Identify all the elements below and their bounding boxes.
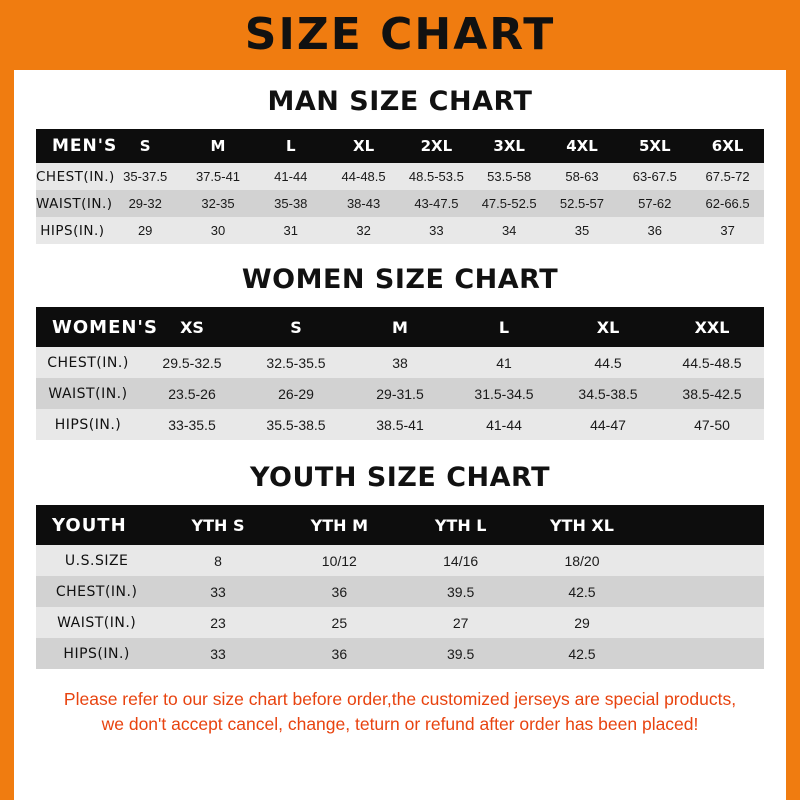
col-header-l: L (452, 307, 556, 347)
col-header-m: M (182, 129, 255, 163)
col-header-s: S (109, 129, 182, 163)
table-youth-size (36, 505, 764, 669)
col-header-5xl: 5XL (618, 129, 691, 163)
cell: 38 (392, 354, 408, 371)
table-row (36, 638, 764, 669)
cell: 42.5 (568, 583, 596, 600)
col-header-womens: WOMEN'S (36, 307, 140, 347)
col-header-l: L (254, 129, 327, 163)
table-header-row (36, 307, 764, 347)
disclaimer-line-2: we don't accept cancel, change, teturn or refund after order has been placed! (101, 714, 699, 735)
cell: 35.5-38.5 (266, 416, 326, 433)
cell: 34.5-38.5 (578, 385, 638, 402)
cell: 38.5-41 (376, 416, 424, 433)
cell: 33 (210, 583, 226, 600)
col-header-xl: XL (327, 129, 400, 163)
cell: 42.5 (568, 645, 596, 662)
cell (643, 576, 764, 607)
cell: 44-47 (590, 416, 626, 433)
cell: 29-31.5 (376, 385, 424, 402)
row-label-chest: CHEST(IN.) (47, 354, 129, 371)
table-row (36, 409, 764, 440)
col-header-m: M (348, 307, 452, 347)
cell: 39.5 (447, 583, 475, 600)
col-header-6xl: 6XL (691, 129, 764, 163)
col-header-4xl: 4XL (546, 129, 619, 163)
cell: 14/16 (443, 552, 479, 569)
cell: 36 (647, 223, 662, 238)
page-title: SIZE CHART (244, 9, 556, 60)
section-man (36, 86, 764, 244)
disclaimer-line-1: Please refer to our size chart before order,the customized jerseys are special products, (63, 689, 737, 709)
row-label-chest: CHEST(IN.) (36, 168, 115, 185)
cell: 33 (429, 223, 444, 238)
col-header-yth-l: YTH L (400, 505, 521, 545)
row-label-waist: WAIST(IN.) (48, 385, 128, 402)
cell: 38-43 (346, 196, 381, 211)
section-title-man: MAN SIZE CHART (267, 86, 533, 117)
row-label-hips: HIPS(IN.) (54, 416, 122, 433)
table-header-row (36, 129, 764, 163)
section-title-youth: YOUTH SIZE CHART (249, 462, 551, 493)
col-header-yth-xl: YTH XL (521, 505, 642, 545)
cell: 27 (452, 614, 469, 631)
cell: 33 (210, 645, 226, 662)
cell (643, 607, 764, 638)
row-label-us-size: U.S.SIZE (64, 552, 129, 569)
col-header-2xl: 2XL (400, 129, 473, 163)
chart-content (14, 86, 786, 738)
table-women-size (36, 307, 764, 440)
table-row (36, 378, 764, 409)
section-title-women: WOMEN SIZE CHART (241, 264, 559, 295)
cell: 32-35 (201, 196, 235, 211)
cell: 38.5-42.5 (682, 385, 742, 402)
cell: 36 (331, 645, 348, 662)
col-header-3xl: 3XL (473, 129, 546, 163)
table-man-head (36, 129, 764, 163)
cell: 57-62 (638, 196, 672, 211)
table-women-body (36, 347, 764, 440)
table-row (36, 163, 764, 190)
table-row (36, 576, 764, 607)
cell: 32 (356, 223, 371, 238)
cell: 63-67.5 (632, 169, 677, 184)
cell: 37 (720, 223, 735, 238)
cell: 23.5-26 (168, 385, 216, 402)
cell (643, 545, 764, 576)
table-row (36, 190, 764, 217)
cell: 44-48.5 (341, 169, 386, 184)
row-label-waist: WAIST(IN.) (57, 614, 137, 631)
cell: 35 (574, 223, 590, 238)
cell: 26-29 (278, 385, 314, 402)
cell: 53.5-58 (487, 169, 532, 184)
table-youth-head (36, 505, 764, 545)
cell: 44.5-48.5 (682, 354, 742, 371)
cell: 48.5-53.5 (408, 169, 464, 184)
cell: 32.5-35.5 (266, 354, 326, 371)
row-label-hips: HIPS(IN.) (63, 645, 130, 662)
col-header-xs: XS (140, 307, 244, 347)
cell: 52.5-57 (559, 196, 605, 211)
col-header-youth: YOUTH (36, 505, 157, 545)
cell: 29.5-32.5 (162, 354, 222, 371)
table-row (36, 217, 764, 244)
cell: 8 (214, 552, 222, 569)
cell: 41-44 (274, 169, 308, 184)
cell (643, 638, 764, 669)
cell: 35-37.5 (123, 169, 168, 184)
cell: 31 (283, 223, 299, 238)
cell: 47.5-52.5 (481, 196, 537, 211)
cell: 25 (331, 614, 348, 631)
disclaimer-note (36, 687, 764, 738)
col-header-xl: XL (556, 307, 660, 347)
cell: 35-38 (274, 196, 308, 211)
col-header-blank (643, 505, 764, 545)
cell: 43-47.5 (414, 196, 459, 211)
cell: 37.5-41 (195, 169, 241, 184)
table-man-size (36, 129, 764, 244)
cell: 18/20 (564, 552, 600, 569)
row-label-hips: HIPS(IN.) (40, 222, 105, 239)
row-label-waist: WAIST(IN.) (36, 195, 113, 212)
cell: 41 (496, 354, 512, 371)
col-header-s: S (244, 307, 348, 347)
row-label-chest: CHEST(IN.) (55, 583, 138, 600)
section-youth (36, 462, 764, 669)
cell: 39.5 (447, 645, 475, 662)
cell: 47-50 (694, 416, 730, 433)
cell: 31.5-34.5 (474, 385, 534, 402)
cell: 33-35.5 (168, 416, 216, 433)
col-header-mens: MEN'S (36, 129, 109, 163)
cell: 67.5-72 (705, 169, 750, 184)
col-header-yth-s: YTH S (157, 505, 278, 545)
cell: 29 (137, 223, 153, 238)
cell: 34 (501, 223, 517, 238)
cell: 29 (574, 614, 590, 631)
cell: 62-66.5 (705, 196, 750, 211)
table-row (36, 607, 764, 638)
cell: 58-63 (565, 169, 599, 184)
table-youth-body (36, 545, 764, 669)
cell: 36 (331, 583, 348, 600)
cell: 23 (210, 614, 226, 631)
cell: 29-32 (128, 196, 162, 211)
cell: 30 (210, 223, 226, 238)
header-banner (0, 0, 800, 70)
cell: 10/12 (321, 552, 357, 569)
table-header-row (36, 505, 764, 545)
section-women (36, 264, 764, 440)
cell: 41-44 (486, 416, 522, 433)
cell: 44.5 (594, 354, 622, 371)
table-row (36, 347, 764, 378)
col-header-xxl: XXL (660, 307, 764, 347)
table-man-body (36, 163, 764, 244)
table-row (36, 545, 764, 576)
table-women-head (36, 307, 764, 347)
col-header-yth-m: YTH M (279, 505, 400, 545)
